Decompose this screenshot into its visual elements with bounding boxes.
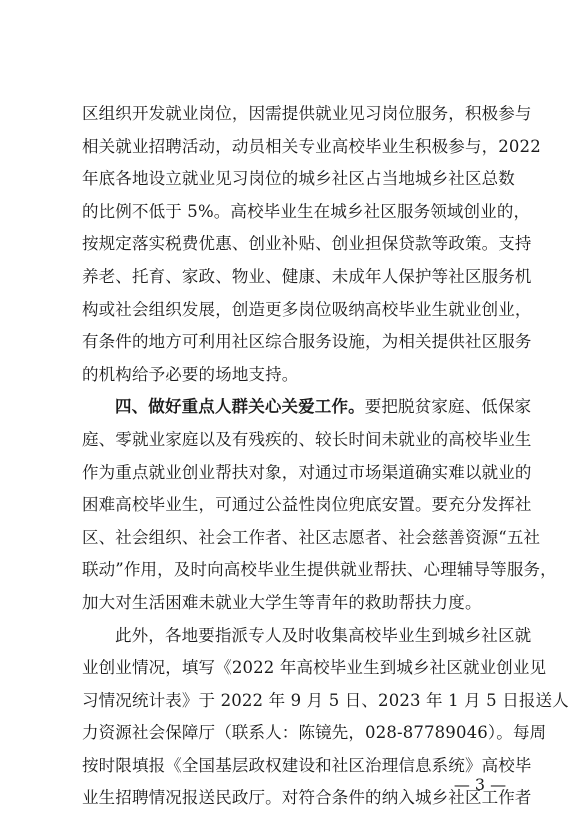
text-line: 按时限填报《全国基层政权建设和社区治理信息系统》高校毕 xyxy=(82,755,532,775)
text-line: 区、社会组织、社会工作者、社区志愿者、社会慈善资源“五社 xyxy=(82,527,541,547)
text-line: 养老、托育、家政、物业、健康、未成年人保护等社区服务机 xyxy=(82,266,532,286)
text-line: 力资源社会保障厅（联系人：陈镜先，028-87789046）。每周 xyxy=(82,723,547,743)
text-line: 区组织开发就业岗位，因需提供就业见习岗位服务，积极参与 xyxy=(82,104,532,123)
text-line: 联动”作用，及时向高校毕业生提供就业帮扶、心理辅导等服务， xyxy=(82,560,557,580)
section-4-first-line xyxy=(82,391,532,424)
text-line: 加大对生活困难未就业大学生等青年的救助帮扶力度。 xyxy=(82,592,482,612)
text-line: 有条件的地方可利用社区综合服务设施，为相关提供社区服务 xyxy=(82,332,532,352)
document-body xyxy=(82,98,569,815)
text-line: 的比例不低于 5%。高校毕业生在城乡社区服务领域创业的， xyxy=(82,201,531,221)
text-line: 此外，各地要指派专人及时收集高校毕业生到城乡社区就 xyxy=(115,625,532,645)
paragraph-continued xyxy=(82,98,541,391)
text-line: 业生招聘情况报送民政厅。对符合条件的纳入城乡社区工作者 xyxy=(82,788,532,808)
text-line: 按规定落实税费优惠、创业补贴、创业担保贷款等政策。支持 xyxy=(82,234,532,254)
text-line: 业创业情况，填写《2022 年高校毕业生到城乡社区就业创业见 xyxy=(82,658,547,678)
text-line: 相关就业招聘活动，动员相关专业高校毕业生积极参与，2022 xyxy=(82,136,541,156)
text-line: 困难高校毕业生，可通过公益性岗位兜底安置。要充分发挥社 xyxy=(82,495,532,515)
text-line: 作为重点就业创业帮扶对象，对通过市场渠道确实难以就业的 xyxy=(82,462,532,482)
section-4-first-line-text: 要把脱贫家庭、低保家 xyxy=(364,397,532,417)
text-line: 的机构给予必要的场地支持。 xyxy=(82,364,299,384)
text-line: 习情况统计表》于 2022 年 9 月 5 日、2023 年 1 月 5 日报送人 xyxy=(82,690,569,710)
closing-paragraph xyxy=(82,620,569,815)
text-line: 构或社会组织发展，创造更多岗位吸纳高校毕业生就业创业， xyxy=(82,299,532,319)
text-line: 年底各地设立就业见习岗位的城乡社区占当地城乡社区总数 xyxy=(82,169,515,189)
section-4-paragraph xyxy=(82,391,557,619)
page-number: — 3 — xyxy=(453,775,507,794)
section-4-heading: 四、做好重点人群关心关爱工作。 xyxy=(115,397,365,417)
text-line: 庭、零就业家庭以及有残疾的、较长时间未就业的高校毕业生 xyxy=(82,429,532,449)
